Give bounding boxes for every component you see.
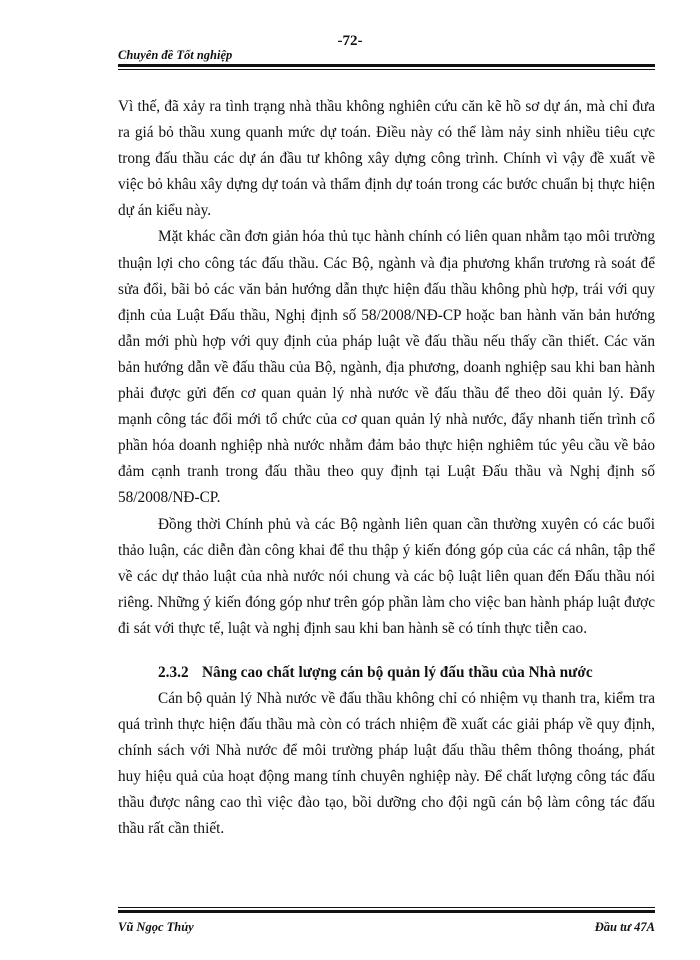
header-title: Chuyên đề Tốt nghiệp — [118, 48, 233, 62]
body-paragraph-2: Mặt khác cần đơn giản hóa thủ tục hành chính có liên quan nhằm tạo môi trường thuận lợi cho công tác đấu thầu. Các Bộ, ngành và địa phương khẩn trương rà soát để sửa đổi, bãi bỏ các văn bản hướng dẫn thực hiện đấu thầu không phù hợp, trái với quy định của Luật Đấu thầu, Nghị định số 58/2008/NĐ-CP hoặc ban hành văn bản hướng dẫn mới phù hợp với quy định của pháp luật về đấu thầu nếu thấy cần thiết. Các văn bản hướng dẫn về đấu thầu của Bộ, ngành, địa phương, doanh nghiệp sau khi ban hành phải được gửi đến cơ quan quản lý nhà nước về đấu thầu để theo dõi quản lý. Đẩy mạnh công tác đổi mới tổ chức của cơ quan quản lý nhà nước, đẩy nhanh tiến trình cổ phần hóa doanh nghiệp nhà nước nhằm đảm bảo thực hiện nghiêm túc yêu cầu về bảo đảm cạnh tranh trong đấu thầu theo quy định tại Luật Đấu thầu và Nghị định số 58/2008/NĐ-CP. — [118, 228, 655, 507]
page-footer — [118, 907, 655, 935]
footer-author: Vũ Ngọc Thủy — [118, 920, 194, 934]
footer-row — [118, 920, 655, 935]
body-paragraph-3: Đồng thời Chính phủ và các Bộ ngành liên quan cần thường xuyên có các buổi thảo luận, các diễn đàn công khai để thu thập ý kiến đóng góp của các cá nhân, tập thể về các dự thảo luật của nhà nước nói chung và các bộ luật liên quan đến Đấu thầu nói riêng. Những ý kiến đóng góp như trên góp phần làm cho việc ban hành pháp luật được đi sát với thực tế, luật và nghị định sau khi ban hành sẽ có tính thực tiễn cao. — [118, 515, 655, 637]
header-rule-thick — [118, 64, 655, 67]
body-paragraph-4: Cán bộ quản lý Nhà nước về đấu thầu không chỉ có nhiệm vụ thanh tra, kiểm tra quá trình thực hiện đấu thầu mà còn có trách nhiệm đề xuất các giải pháp về quy định, chính sách với Nhà nước để môi trường pháp luật đấu thầu thêm thông thoáng, phát huy hiệu quả của hoạt động mang tính chuyên nghiệp này. Để chất lượng công tác đấu thầu được nâng cao thì việc đào tạo, bồi dưỡng cho đội ngũ cán bộ làm công tác đấu thầu rất cần thiết. — [118, 689, 655, 838]
section-title: Nâng cao chất lượng cán bộ quản lý đấu thầu của Nhà nước — [202, 663, 593, 681]
page-content — [118, 94, 655, 843]
page-number: -72- — [337, 33, 363, 49]
footer-class: Đầu tư 47A — [594, 920, 655, 934]
header-rule-thin — [118, 69, 655, 70]
footer-rule-thin — [118, 907, 655, 908]
page-header — [118, 47, 655, 70]
section-number: 2.3.2 — [158, 663, 189, 681]
section-heading — [118, 660, 655, 686]
footer-rule-thick — [118, 910, 655, 913]
body-paragraph-1: Vì thế, đã xảy ra tình trạng nhà thầu không nghiên cứu căn kẽ hồ sơ dự án, mà chỉ đưa ra giá bỏ thầu xung quanh mức dự toán. Điều này có thể làm nảy sinh nhiều tiêu cực trong đấu thầu các dự án đầu tư không xây dựng công trình. Chính vì vậy đề xuất về việc bỏ khâu xây dựng dự toán và thẩm định dự toán trong các bước chuẩn bị thực hiện dự án kiểu này. — [118, 98, 655, 220]
